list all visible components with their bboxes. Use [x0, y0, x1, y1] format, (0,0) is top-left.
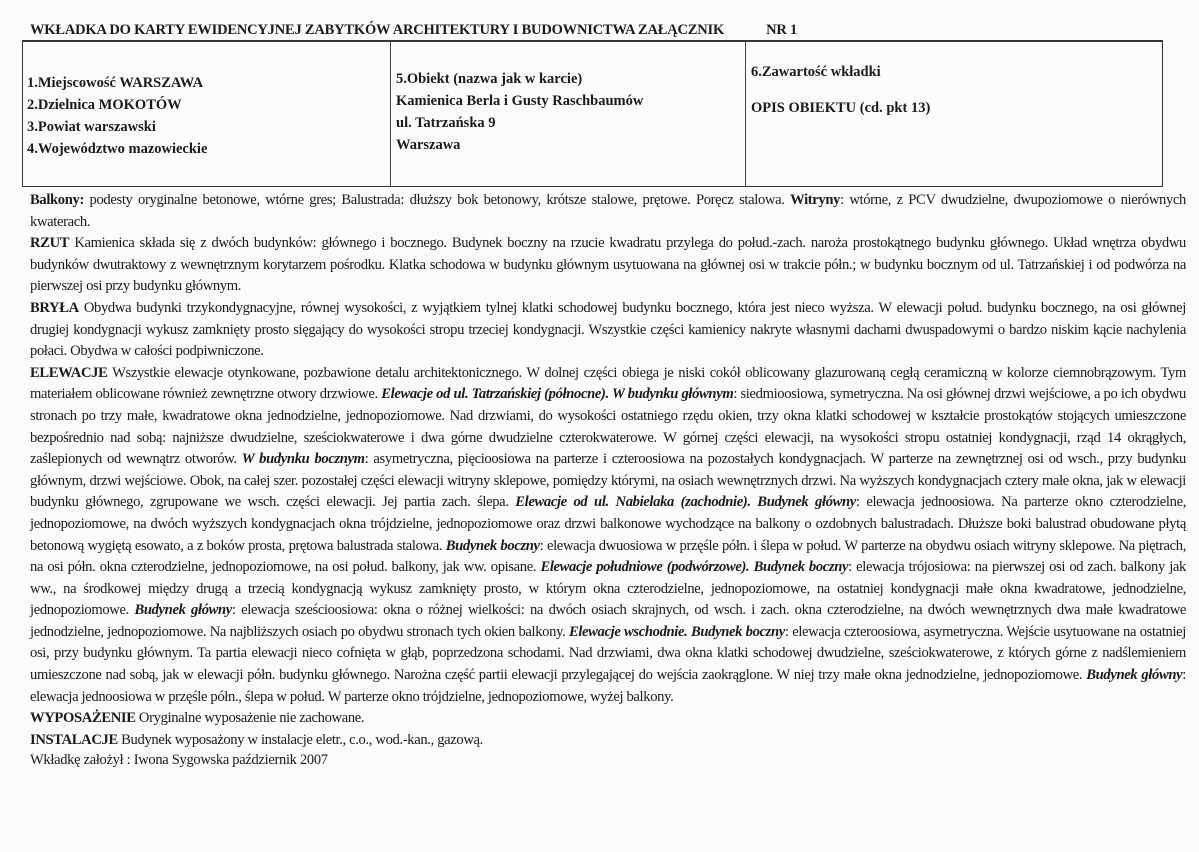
section-heading: RZUT: [30, 235, 70, 252]
attachment-number: NR 1: [766, 22, 798, 38]
paragraph-text: : siedmioosiowa, symetryczna. Na osi głównej drzwi wejściowe, a po ich obydwu stronach po trzy małe, kwadratowe okna jednodzielne, jednopoziomowe. Nad drzwiami, do wysokości ostatniego rzędu okien, trzy okna klatki schodowej w kształcie prostokątów stojących umieszczone bezpośrednio nad sobą: najniższe dwudzielne, sześciokwaterowe i dwa górne dwudzielne czterokwaterowe. W górnej części elewacji, na wysokości stropu ostatniej kondygnacji, rząd 14 okrągłych, zaślepionych od wewnątrz otworów.: [30, 386, 1187, 468]
paragraph-text: : asymetryczna, pięcioosiowa na parterze i czteroosiowa na pozostałych kondygnacjach. W parterze na zewnętrznej osi od wsch., przy budynku głównym, drzwi wejściowe. Obok, na całej szer. pozostałej części elewacji witryny sklepowe, pomiędzy którymi, na osiach wewnętrznych drzwi. Na wyższych kondygnacjach cztery małe okna, jak w elewacji budynku głównego, zgrupowane we wsch. części elewacji. Jej partia zach. ślepa.: [30, 451, 1186, 511]
contents-label: 6.Zawartość wkładki: [751, 64, 881, 80]
paragraph-text: Obydwa budynki trzykondygnacyjne, równej wysokości, z wyjątkiem tylnej klatki schodowej budynku bocznego, która jest nieco wyższa. W elewacji połud. budynku bocznego, na osi głównej drugiej kondygnacji wykusz zamknięty prosto sięgający do wysokości stropu trzeciej kondygnacji. Wszystkie części kamienicy nakryte własnymi dachami dwuspadowymi o bardzo niskim kącie nachylenia połaci. Obydwa w całości podpiwniczone.: [30, 299, 1186, 360]
paragraph-text: Kamienica składa się z dwóch budynków: głównego i bocznego. Budynek boczny na rzucie kwadratu przylega do połud.-zach. naroża prostokątnego budynku głównego. Układ wnętrza obydwu budynków dwutraktowy z wewnętrznym korytarzem pośrodku. Klatka schodowa w budynku głównym usytuowana na głównej osi w trakcie półn.; w budynku bocznym od ul. Tatrzańskiej i od podwórza na pierwszej osi przy budynku głównym.: [30, 235, 1186, 295]
title-text: WKŁADKA DO KARTY EWIDENCYJNEJ ZABYTKÓW ARCHITEKTURY I BUDOWNICTWA ZAŁĄCZNIK: [30, 22, 725, 38]
county: 3.Powiat warszawski: [27, 119, 156, 135]
section-heading: Budynek główny: [134, 602, 232, 619]
paragraph-text: Oryginalne wyposażenie nie zachowane.: [135, 710, 365, 727]
paragraph-text: : wtórne, z PCV dwudzielne, dwupoziomowe o nierównych kwaterach.: [30, 192, 1186, 230]
section-heading: INSTALACJE: [30, 731, 118, 748]
description-paragraph: [30, 298, 1186, 363]
section-heading: Elewacje od ul. Nabielaka (zachodnie). Budynek główny: [515, 494, 856, 511]
location-column: [23, 42, 391, 186]
section-heading: Elewacje południowe (podwórzowe). Budynek boczny: [540, 559, 849, 576]
paragraph-text: : elewacja czteroosiowa, asymetryczna. Wejście usytuowane na ostatniej osi, przy budynku głównym. Ta partia elewacji nieco cofnięta w głąb, poprzedzona schodami. Nad drzwiami, dwa okna klatki schodowej dwudzielne, sześciokwaterowe, z których górne z nadślemieniem umieszczone nad sobą, jak w elewacji półn. budynku głównego. Narożna część partii elewacji przylegającej do wejścia zaokrąglone. W niej trzy małe okna jednodzielne, jednopoziomowe.: [30, 623, 1187, 684]
section-heading: Budynek boczny: [445, 537, 540, 554]
description-paragraph: [30, 708, 1186, 730]
section-heading: Elewacje wschodnie. Budynek boczny: [568, 623, 785, 640]
section-heading: BRYŁA: [30, 299, 79, 316]
paragraph-text: : elewacja jednoosiowa w przęśle półn., ślepa w połud. W parterze okno trójdzielne, jednopoziomowe, wyżej balkony.: [30, 667, 1186, 705]
section-heading: W budynku bocznym: [241, 451, 365, 468]
paragraph-text: Wszystkie elewacje otynkowane, pozbawione detalu architektonicznego. W dolnej części obiega je niski cokół oblicowany glazurowaną cegłą ceramiczną w kolorze ciemnobrązowym. Tym materiałem oblicowane również zewnętrzne otwory drzwiowe.: [30, 364, 1186, 403]
header-form-table: [22, 40, 1163, 187]
description-body: [30, 190, 1186, 751]
object-label: 5.Obiekt (nazwa jak w karcie): [396, 71, 583, 87]
paragraph-text: : elewacja trójosiowa: na pierwszej osi od zach. balkony jak ww., na środkowej między drugą a trzecią kondygnacją wykusz zamknięty prosto, w którym okna czterodzielne, jednopoziomowe, na ostatniej kondygnacji małe okna kwadratowe, jednodzielne, jednopoziomowe.: [30, 559, 1186, 619]
author-signature-line: Wkładkę założył : Iwona Sygowska październik 2007: [30, 752, 328, 768]
paragraph-text: : elewacja dwuosiowa w przęśle półn. i ślepa w połud. W parterze na obydwu osiach witryny sklepowe. Na piętrach, na osi półn. okna czterodzielne, jednopoziomowe, na osi połud. balkony, jak ww. opisane.: [30, 537, 1186, 576]
description-paragraph: [30, 233, 1186, 298]
object-column: [391, 42, 746, 186]
locality: 1.Miejscowość WARSZAWA: [27, 75, 204, 91]
section-heading: Elewacje od ul. Tatrzańskiej (północne). W budynku głównym: [381, 386, 734, 403]
description-paragraph: [30, 190, 1186, 233]
paragraph-text: : elewacja jednoosiowa. Na parterze okno czterodzielne, jednopoziomowe, na dwóch wyższych kondygnacjach okna trójdzielne, jednopoziomowe oraz drzwi balkonowe wychodzące na balkony o ozdobnych balustradach. Dłuższe boki balustrad obudowane płytą betonową wygiętą esowato, a z boków prosta, prętowa balustrada stalowa.: [30, 494, 1186, 554]
contents-column: [746, 42, 1162, 186]
district: 2.Dzielnica MOKOTÓW: [27, 97, 182, 113]
paragraph-text: : elewacja sześcioosiowa: okna o różnej wielkości: na dwóch osiach skrajnych, od wsch. i zach. okna czterodzielne, na dwóch wewnętrznych dwa małe kwadratowe jednodzielne, jednopoziomowe. Na najbliższych osiach po obydwu stronach tych okien balkony.: [30, 602, 1187, 640]
document-title: [30, 22, 797, 39]
section-heading: WYPOSAŻENIE: [30, 710, 136, 727]
object-city: Warszawa: [396, 137, 461, 153]
paragraph-text: podesty oryginalne betonowe, wtórne gres; Balustrada: dłuższy bok betonowy, krótsze stalowe, prętowe. Poręcz stalowa.: [83, 192, 791, 208]
section-heading: Budynek główny: [1086, 667, 1183, 684]
section-heading: ELEWACJE: [30, 364, 108, 381]
description-paragraph: [30, 730, 1186, 752]
object-street: ul. Tatrzańska 9: [396, 115, 496, 131]
object-name: Kamienica Berla i Gusty Raschbaumów: [396, 93, 644, 109]
section-heading: Witryny: [790, 192, 841, 208]
voivodeship: 4.Województwo mazowieckie: [27, 141, 208, 157]
description-paragraph: [30, 363, 1186, 709]
paragraph-text: Budynek wyposażony w instalacje eletr., c.o., wod.-kan., gazową.: [117, 731, 483, 748]
section-heading: Balkony:: [30, 192, 84, 208]
contents-value: OPIS OBIEKTU (cd. pkt 13): [751, 100, 931, 116]
